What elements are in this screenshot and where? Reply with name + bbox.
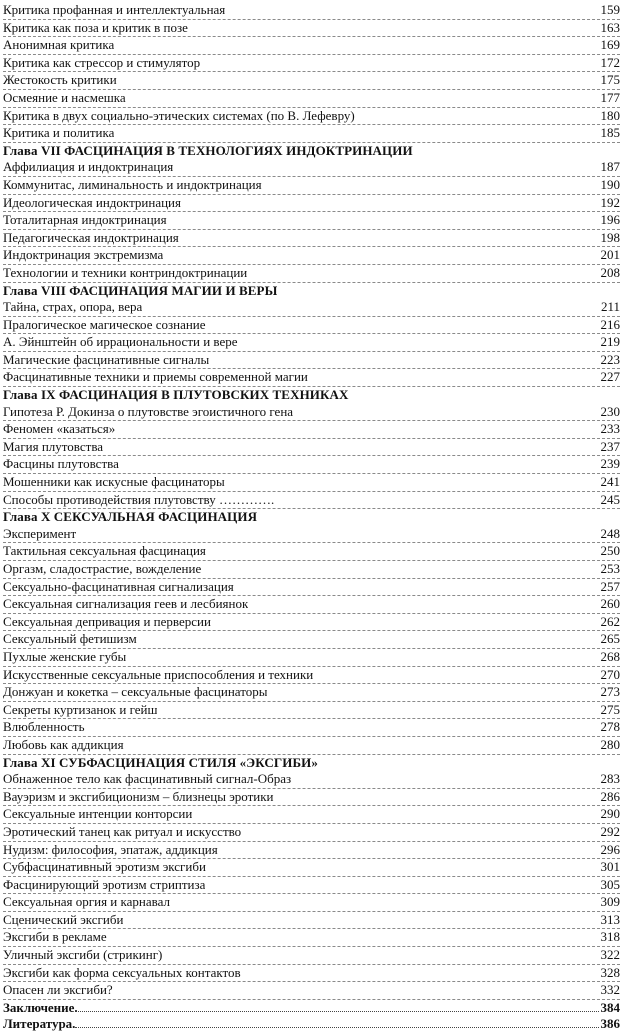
toc-page-number: 332 bbox=[599, 982, 620, 999]
chapter-title: Глава VIII ФАСЦИНАЦИЯ МАГИИ И ВЕРЫ bbox=[3, 283, 277, 300]
table-of-contents bbox=[3, 2, 620, 1033]
toc-entry bbox=[3, 108, 620, 126]
toc-entry-title: Влюбленность bbox=[3, 719, 85, 736]
toc-page-number: 185 bbox=[599, 125, 620, 142]
toc-entry-title: Вауэризм и эксгибиционизм – близнецы эротики bbox=[3, 789, 274, 806]
toc-entry-title: Магические фасцинативные сигналы bbox=[3, 352, 209, 369]
toc-final-entry bbox=[3, 1016, 620, 1033]
toc-page-number: 177 bbox=[599, 90, 620, 107]
toc-entry-title: Любовь как аддикция bbox=[3, 737, 124, 754]
toc-page-number: 237 bbox=[599, 439, 620, 456]
toc-entry-title: Индоктринация экстремизма bbox=[3, 247, 163, 264]
toc-entry bbox=[3, 579, 620, 597]
toc-entry-title: Субфасцинативный эротизм эксгиби bbox=[3, 859, 206, 876]
toc-page-number: 270 bbox=[599, 667, 620, 684]
toc-entry-title: Коммунитас, лиминальность и индоктринация bbox=[3, 177, 262, 194]
toc-entry bbox=[3, 737, 620, 755]
toc-entry bbox=[3, 55, 620, 73]
toc-page-number: 196 bbox=[599, 212, 620, 229]
toc-entry bbox=[3, 719, 620, 737]
toc-entry-title: Критика как поза и критик в позе bbox=[3, 20, 188, 37]
chapter-heading bbox=[3, 143, 620, 160]
toc-entry bbox=[3, 334, 620, 352]
chapter-heading bbox=[3, 283, 620, 300]
toc-entry-title: Жестокость критики bbox=[3, 72, 117, 89]
toc-entry-title: Критика профанная и интеллектуальная bbox=[3, 2, 225, 19]
toc-page-number: 248 bbox=[599, 526, 620, 543]
toc-entry bbox=[3, 631, 620, 649]
toc-page-number: 201 bbox=[599, 247, 620, 264]
toc-entry-title: Способы противодействия плутовству …………. bbox=[3, 492, 274, 509]
toc-page-number: 239 bbox=[599, 456, 620, 473]
toc-page-number: 253 bbox=[599, 561, 620, 578]
toc-page-number: 318 bbox=[599, 929, 620, 946]
toc-page-number: 328 bbox=[599, 965, 620, 982]
toc-entry bbox=[3, 667, 620, 685]
toc-entry bbox=[3, 247, 620, 265]
toc-entry bbox=[3, 369, 620, 387]
toc-page-number: 290 bbox=[599, 806, 620, 823]
toc-entry bbox=[3, 159, 620, 177]
toc-entry bbox=[3, 771, 620, 789]
toc-entry bbox=[3, 543, 620, 561]
toc-entry-title: Критика как стрессор и стимулятор bbox=[3, 55, 200, 72]
toc-entry-title: Сексуальная оргия и карнавал bbox=[3, 894, 170, 911]
toc-entry-title: Педагогическая индоктринация bbox=[3, 230, 179, 247]
toc-entry-title: Опасен ли эксгиби? bbox=[3, 982, 113, 999]
toc-entry-title: Обнаженное тело как фасцинативный сигнал-Образ bbox=[3, 771, 291, 788]
toc-entry-title: Нудизм: философия, эпатаж, аддикция bbox=[3, 842, 218, 859]
toc-entry bbox=[3, 929, 620, 947]
toc-entry-title: Сексуальный фетишизм bbox=[3, 631, 137, 648]
toc-page-number: 159 bbox=[599, 2, 620, 19]
toc-entry bbox=[3, 982, 620, 1000]
toc-entry-title: Гипотеза Р. Докинза о плутовстве эгоистичного гена bbox=[3, 404, 293, 421]
toc-entry bbox=[3, 125, 620, 143]
toc-page-number: 275 bbox=[599, 702, 620, 719]
toc-entry-title: А. Эйнштейн об иррациональности и вере bbox=[3, 334, 238, 351]
toc-entry bbox=[3, 439, 620, 457]
toc-entry-title: Литература. bbox=[3, 1016, 75, 1033]
toc-entry bbox=[3, 824, 620, 842]
toc-page-number: 286 bbox=[599, 789, 620, 806]
toc-page-number: 283 bbox=[599, 771, 620, 788]
toc-entry bbox=[3, 352, 620, 370]
toc-page-number: 190 bbox=[599, 177, 620, 194]
toc-entry bbox=[3, 912, 620, 930]
toc-page-number: 296 bbox=[599, 842, 620, 859]
chapter-title: Глава X СЕКСУАЛЬНАЯ ФАСЦИНАЦИЯ bbox=[3, 509, 257, 526]
toc-entry-title: Фасцинативные техники и приемы современной магии bbox=[3, 369, 308, 386]
toc-page-number: 262 bbox=[599, 614, 620, 631]
toc-page-number: 187 bbox=[599, 159, 620, 176]
dot-leader bbox=[75, 1027, 598, 1028]
toc-entry bbox=[3, 404, 620, 422]
toc-page-number: 241 bbox=[599, 474, 620, 491]
toc-page-number: 309 bbox=[599, 894, 620, 911]
toc-entry-title: Тайна, страх, опора, вера bbox=[3, 299, 142, 316]
toc-entry-title: Искусственные сексуальные приспособления и техники bbox=[3, 667, 313, 684]
toc-page-number: 233 bbox=[599, 421, 620, 438]
toc-entry bbox=[3, 806, 620, 824]
toc-entry-title: Эксгиби как форма сексуальных контактов bbox=[3, 965, 241, 982]
toc-entry-title: Мошенники как искусные фасцинаторы bbox=[3, 474, 225, 491]
toc-entry bbox=[3, 265, 620, 283]
toc-entry-title: Оргазм, сладострастие, вожделение bbox=[3, 561, 201, 578]
toc-entry bbox=[3, 317, 620, 335]
toc-entry-title: Уличный эксгиби (стрикинг) bbox=[3, 947, 162, 964]
toc-entry-title: Тоталитарная индоктринация bbox=[3, 212, 167, 229]
toc-entry-title: Сексуальные интенции конторсии bbox=[3, 806, 192, 823]
toc-page-number: 386 bbox=[599, 1016, 620, 1033]
toc-entry bbox=[3, 947, 620, 965]
toc-page-number: 257 bbox=[599, 579, 620, 596]
toc-entry bbox=[3, 456, 620, 474]
toc-page-number: 208 bbox=[599, 265, 620, 282]
toc-page-number: 198 bbox=[599, 230, 620, 247]
toc-page-number: 223 bbox=[599, 352, 620, 369]
toc-page-number: 163 bbox=[599, 20, 620, 37]
toc-entry-title: Тактильная сексуальная фасцинация bbox=[3, 543, 206, 560]
toc-page-number: 175 bbox=[599, 72, 620, 89]
toc-entry bbox=[3, 421, 620, 439]
toc-page-number: 273 bbox=[599, 684, 620, 701]
toc-entry bbox=[3, 212, 620, 230]
toc-entry bbox=[3, 614, 620, 632]
toc-entry-title: Сексуально-фасцинативная сигнализация bbox=[3, 579, 234, 596]
toc-entry-title: Фасцины плутовства bbox=[3, 456, 119, 473]
toc-entry-title: Сексуальная депривация и перверсии bbox=[3, 614, 211, 631]
toc-entry-title: Заключение. bbox=[3, 1000, 78, 1017]
toc-entry-title: Эксгиби в рекламе bbox=[3, 929, 107, 946]
toc-entry-title: Донжуан и кокетка – сексуальные фасцинаторы bbox=[3, 684, 267, 701]
toc-entry bbox=[3, 684, 620, 702]
toc-entry bbox=[3, 195, 620, 213]
toc-entry-title: Критика в двух социально-этических системах (по В. Лефевру) bbox=[3, 108, 355, 125]
toc-page-number: 192 bbox=[599, 195, 620, 212]
toc-entry bbox=[3, 702, 620, 720]
toc-entry bbox=[3, 842, 620, 860]
toc-entry-title: Технологии и техники контриндоктринации bbox=[3, 265, 247, 282]
toc-entry bbox=[3, 596, 620, 614]
chapter-title: Глава XI СУБФАСЦИНАЦИЯ СТИЛЯ «ЭКСГИБИ» bbox=[3, 755, 318, 772]
toc-entry-title: Фасцинирующий эротизм стриптиза bbox=[3, 877, 205, 894]
toc-page-number: 278 bbox=[599, 719, 620, 736]
toc-page-number: 245 bbox=[599, 492, 620, 509]
toc-entry-title: Идеологическая индоктринация bbox=[3, 195, 181, 212]
dot-leader bbox=[78, 1011, 599, 1012]
toc-entry bbox=[3, 859, 620, 877]
toc-entry-title: Пухлые женские губы bbox=[3, 649, 126, 666]
toc-entry-title: Секреты куртизанок и гейш bbox=[3, 702, 157, 719]
toc-entry bbox=[3, 894, 620, 912]
toc-entry-title: Пралогическое магическое сознание bbox=[3, 317, 206, 334]
toc-entry bbox=[3, 965, 620, 983]
toc-entry-title: Сексуальная сигнализация геев и лесбиянок bbox=[3, 596, 248, 613]
toc-entry-title: Эротический танец как ритуал и искусство bbox=[3, 824, 241, 841]
toc-entry-title: Критика и политика bbox=[3, 125, 114, 142]
toc-entry bbox=[3, 90, 620, 108]
toc-entry bbox=[3, 492, 620, 510]
toc-page-number: 227 bbox=[599, 369, 620, 386]
chapter-title: Глава VII ФАСЦИНАЦИЯ В ТЕХНОЛОГИЯХ ИНДОКТРИНАЦИИ bbox=[3, 143, 413, 160]
toc-page-number: 169 bbox=[599, 37, 620, 54]
toc-entry-title: Феномен «казаться» bbox=[3, 421, 115, 438]
toc-entry bbox=[3, 37, 620, 55]
toc-entry bbox=[3, 177, 620, 195]
toc-page-number: 305 bbox=[599, 877, 620, 894]
toc-page-number: 219 bbox=[599, 334, 620, 351]
chapter-heading bbox=[3, 755, 620, 772]
toc-entry bbox=[3, 2, 620, 20]
toc-final-entry bbox=[3, 1000, 620, 1017]
toc-entry-title: Анонимная критика bbox=[3, 37, 114, 54]
toc-page-number: 322 bbox=[599, 947, 620, 964]
toc-entry bbox=[3, 230, 620, 248]
toc-entry bbox=[3, 72, 620, 90]
toc-entry-title: Магия плутовства bbox=[3, 439, 103, 456]
toc-entry bbox=[3, 474, 620, 492]
toc-page-number: 265 bbox=[599, 631, 620, 648]
toc-page-number: 268 bbox=[599, 649, 620, 666]
toc-entry bbox=[3, 789, 620, 807]
toc-entry bbox=[3, 526, 620, 544]
chapter-title: Глава IX ФАСЦИНАЦИЯ В ПЛУТОВСКИХ ТЕХНИКАХ bbox=[3, 387, 349, 404]
toc-page-number: 301 bbox=[599, 859, 620, 876]
toc-page-number: 180 bbox=[599, 108, 620, 125]
toc-entry-title: Сценический эксгиби bbox=[3, 912, 123, 929]
toc-page-number: 250 bbox=[599, 543, 620, 560]
toc-page-number: 313 bbox=[599, 912, 620, 929]
toc-page-number: 260 bbox=[599, 596, 620, 613]
toc-page-number: 211 bbox=[599, 299, 620, 316]
toc-entry bbox=[3, 20, 620, 38]
toc-page-number: 216 bbox=[599, 317, 620, 334]
toc-page-number: 292 bbox=[599, 824, 620, 841]
toc-page-number: 384 bbox=[599, 1000, 620, 1017]
toc-entry bbox=[3, 649, 620, 667]
toc-entry bbox=[3, 561, 620, 579]
toc-entry-title: Аффилиация и индоктринация bbox=[3, 159, 173, 176]
toc-entry-title: Осмеяние и насмешка bbox=[3, 90, 126, 107]
toc-entry-title: Эксперимент bbox=[3, 526, 76, 543]
chapter-heading bbox=[3, 387, 620, 404]
toc-entry bbox=[3, 299, 620, 317]
toc-entry bbox=[3, 877, 620, 895]
toc-page-number: 230 bbox=[599, 404, 620, 421]
toc-page-number: 172 bbox=[599, 55, 620, 72]
toc-page-number: 280 bbox=[599, 737, 620, 754]
chapter-heading bbox=[3, 509, 620, 526]
